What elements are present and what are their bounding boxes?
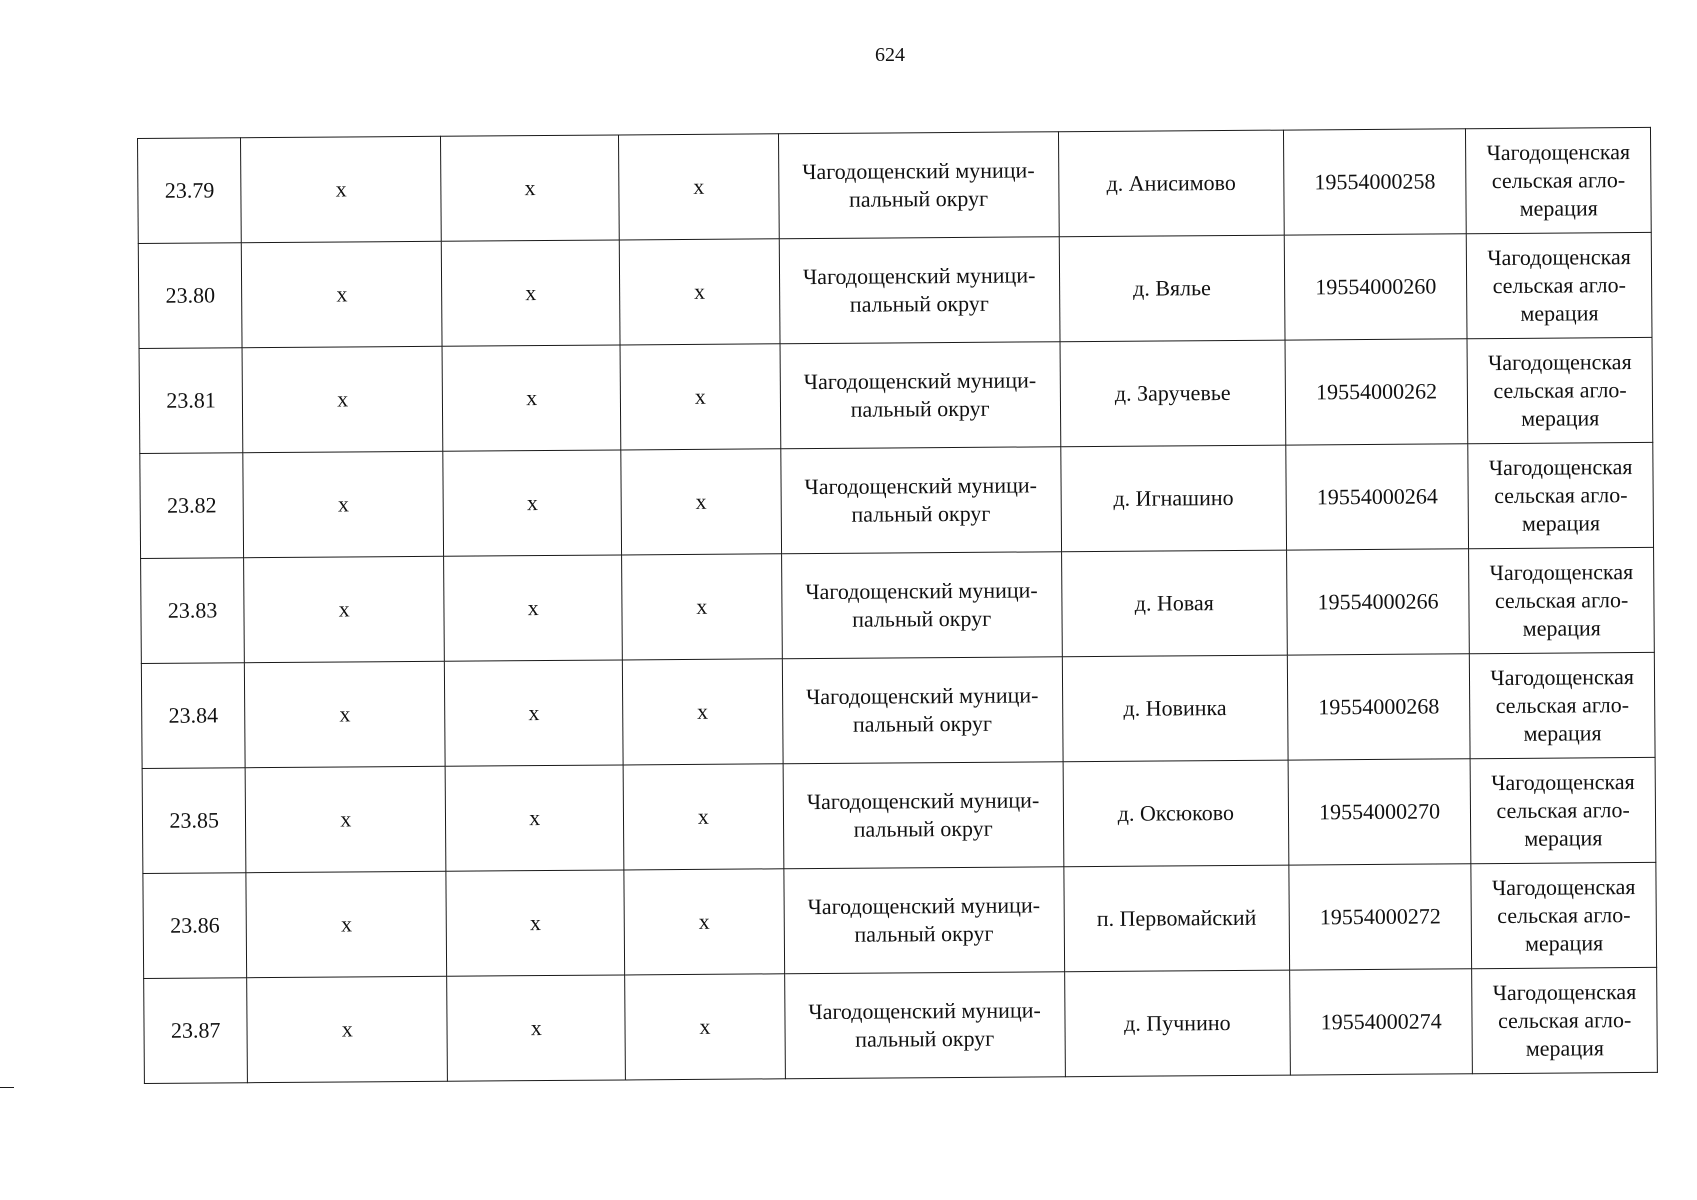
row-number-cell: 23.86 [143,873,247,979]
district-cell-line: пальный округ [851,500,991,527]
settlement-cell: д. Пучнино [1064,970,1290,1077]
table-row [143,862,1657,978]
agglomeration-cell-line: сельская агло- [1491,167,1626,194]
mark-cell-2: x [441,135,620,241]
mark-cell-1: x [246,871,447,977]
district-cell-line: пальный округ [853,815,993,842]
settlement-cell: д. Заручевье [1060,340,1286,447]
agglomeration-cell [1468,442,1653,548]
row-number-cell: 23.83 [141,558,245,664]
mark-cell-3: x [623,659,783,765]
mark-cell-3: x [621,449,781,555]
agglomeration-cell-line: мерация [1524,930,1604,956]
district-cell [780,447,1061,554]
mark-cell-2: x [446,870,625,976]
table-row [141,652,1655,768]
agglomeration-cell-line: мерация [1524,825,1603,851]
agglomeration-cell-line: Чагодощенская [1490,664,1635,691]
mark-cell-1: x [245,766,446,872]
row-number-cell: 23.82 [140,453,244,559]
agglomeration-cell-line: сельская агло- [1492,272,1627,299]
agglomeration-cell-line: Чагодощенская [1486,139,1631,166]
district-cell [784,972,1065,1079]
district-cell [781,552,1062,659]
district-cell [779,237,1060,344]
oktmo-code-cell: 19554000268 [1287,654,1470,760]
mark-cell-3: x [625,974,785,1080]
district-cell-line: Чагодощенский муници- [805,577,1038,605]
district-cell-line: пальный округ [849,185,989,212]
agglomeration-cell-line: мерация [1523,720,1602,746]
district-cell-line: пальный округ [852,710,993,737]
oktmo-code-cell: 19554000262 [1285,339,1468,445]
agglomeration-cell-line: сельская агло- [1497,1007,1632,1034]
agglomeration-cell-line: мерация [1525,1035,1605,1061]
mark-cell-1: x [244,556,445,662]
agglomeration-cell-line: Чагодощенская [1491,874,1636,901]
district-cell-line: Чагодощенский муници- [803,367,1037,395]
mark-cell-2: x [442,240,621,346]
mark-cell-2: x [442,345,621,451]
oktmo-code-cell: 19554000264 [1286,444,1469,550]
district-cell-line: Чагодощенский муници- [802,262,1036,290]
district-cell-line: пальный округ [852,605,992,632]
agglomeration-cell-line: Чагодощенская [1488,454,1633,481]
mark-cell-3: x [620,344,780,450]
row-number-cell: 23.80 [138,243,242,349]
table-row [142,757,1656,873]
agglomeration-cell-line: сельская агло- [1497,902,1631,929]
district-cell [780,342,1061,449]
mark-cell-2: x [443,450,622,556]
row-number-cell: 23.81 [139,348,243,454]
mark-cell-3: x [624,869,784,975]
settlement-cell: д. Оксюково [1063,760,1289,867]
district-cell-line: Чагодощенский муници- [805,682,1039,710]
district-cell-line: Чагодощенский муници- [806,787,1040,815]
agglomeration-cell [1470,757,1655,863]
mark-cell-1: x [247,976,448,1082]
district-cell-line: пальный округ [849,290,989,317]
agglomeration-cell [1467,337,1652,443]
mark-cell-3: x [623,764,783,870]
settlement-cell: д. Новая [1061,550,1287,657]
district-cell-line: пальный округ [855,1025,995,1052]
agglomeration-cell [1466,127,1651,233]
mark-cell-2: x [444,555,623,661]
oktmo-code-cell: 19554000270 [1288,759,1471,865]
agglomeration-cell-line: Чагодощенская [1491,769,1635,796]
agglomeration-cell-line: Чагодощенская [1489,559,1634,586]
mark-cell-2: x [447,975,626,1081]
agglomeration-cell-line: мерация [1520,300,1599,326]
table-row [144,967,1658,1083]
table-row [140,442,1654,558]
agglomeration-cell-line: сельская агло- [1494,482,1628,509]
oktmo-code-cell: 19554000272 [1289,864,1472,970]
row-number-cell: 23.79 [138,138,242,244]
district-cell [783,867,1064,974]
agglomeration-cell-line: сельская агло- [1495,692,1630,719]
mark-cell-3: x [622,554,782,660]
page-number: 624 [875,44,905,66]
settlement-cell: д. Вялье [1059,235,1285,342]
agglomeration-cell-line: мерация [1521,405,1600,431]
district-cell [778,132,1059,239]
agglomeration-cell-line: мерация [1521,510,1601,536]
table-body [138,127,1658,1083]
district-cell-line: пальный округ [854,920,994,947]
mark-cell-1: x [242,346,443,452]
settlement-cell: д. Новинка [1062,655,1288,762]
agglomeration-cell-line: Чагодощенская [1492,979,1637,1006]
agglomeration-cell-line: сельская агло- [1496,797,1630,824]
mark-cell-3: x [619,134,779,240]
agglomeration-cell-line: сельская агло- [1493,377,1627,404]
district-cell [783,762,1064,869]
mark-cell-1: x [242,241,443,347]
agglomeration-cell-line: Чагодощенская [1487,244,1631,271]
agglomeration-cell-line: сельская агло- [1494,587,1629,614]
mark-cell-3: x [619,239,779,345]
mark-cell-1: x [243,451,444,557]
district-cell-line: Чагодощенский муници- [804,472,1038,500]
settlements-table [137,127,1658,1084]
table-row [138,127,1652,243]
agglomeration-cell [1467,232,1652,338]
settlement-cell: д. Игнашино [1061,445,1287,552]
district-cell-line: Чагодощенский муници- [808,997,1041,1025]
oktmo-code-cell: 19554000260 [1284,234,1467,340]
agglomeration-cell [1470,652,1655,758]
settlement-cell: д. Анисимово [1058,130,1284,237]
district-cell-line: пальный округ [850,395,990,422]
oktmo-code-cell: 19554000266 [1287,549,1470,655]
table-row [139,337,1653,453]
row-number-cell: 23.85 [142,768,246,874]
agglomeration-cell-line: мерация [1522,615,1601,641]
oktmo-code-cell: 19554000258 [1283,129,1466,235]
table-row [138,232,1652,348]
mark-cell-2: x [445,660,624,766]
settlement-cell: п. Первомайский [1064,865,1290,972]
agglomeration-cell [1472,967,1657,1073]
agglomeration-cell [1469,547,1654,653]
mark-cell-2: x [445,765,624,871]
agglomeration-cell-line: мерация [1519,195,1598,221]
agglomeration-cell-line: Чагодощенская [1487,349,1632,376]
agglomeration-cell [1471,862,1656,968]
district-cell-line: Чагодощенский муници- [802,157,1035,185]
district-cell [782,657,1063,764]
mark-cell-1: x [241,136,442,242]
row-number-cell: 23.87 [144,978,248,1084]
oktmo-code-cell: 19554000274 [1290,969,1473,1075]
row-number-cell: 23.84 [141,663,245,769]
table-row [141,547,1655,663]
district-cell-line: Чагодощенский муници- [807,892,1041,920]
page-edge-line [0,1087,14,1088]
mark-cell-1: x [245,661,446,767]
registry-sheet [137,127,1658,1084]
